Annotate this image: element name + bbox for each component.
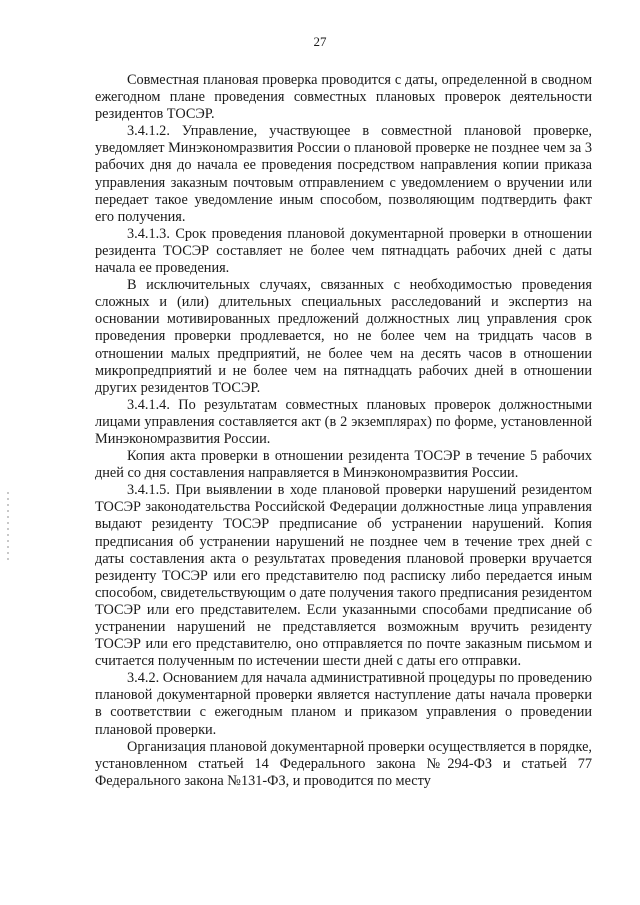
paragraph-3-4-2: 3.4.2. Основанием для начала административной процедуры по проведению плановой документарной проверки является наступление даты начала проверки в соответствии с ежегодным планом и приказом управления о проведении плановой проверки. [95,670,592,738]
paragraph-exceptional-cases: В исключительных случаях, связанных с необходимостью проведения сложных и (или) длительных специальных расследований и экспертиз на основании мотивированных предложений должностных лиц управления срок проведения проверки продлевается, но не более чем на тридцать часов в отношении малых предприятий, не более чем на десять часов в отношении микропредприятий и не более чем на пятнадцать рабочих дней в отношении других резидентов ТОСЭР. [95,277,592,396]
paragraph-3-4-1-3: 3.4.1.3. Срок проведения плановой документарной проверки в отношении резидента ТОСЭР составляет не более чем пятнадцать рабочих дней с даты начала ее проведения. [95,225,592,277]
paragraph-3-4-1-5: 3.4.1.5. При выявлении в ходе плановой проверки нарушений резидентом ТОСЭР законодательства Российской Федерации должностные лица управления выдают резиденту ТОСЭР предписание об устранении нарушений. Копия предписания об устранении нарушений не позднее чем в течение трех дней с даты составления акта о результатах проведения плановой проверки вручается резиденту ТОСЭР или его представителю под расписку либо передается иным способом, свидетельствующим о дате получения такого предписания резидентом ТОСЭР или его представителем. Если указанными способами предписание об устранении нарушений не представляется возможным вручить резиденту ТОСЭР или его представителю, оно отправляется по почте заказным письмом и считается полученным по истечении шести дней с даты его отправки. [95,482,592,670]
paragraph-joint-inspection-start: Совместная плановая проверка проводится с даты, определенной в сводном ежегодном плане проведения совместных плановых проверок деятельности резидентов ТОСЭР. [95,72,592,123]
document-body [95,72,592,790]
paragraph-act-copy: Копия акта проверки в отношении резидента ТОСЭР в течение 5 рабочих дней со дня составления направляется в Минэкономразвития России. [95,448,592,482]
paragraph-organization: Организация плановой документарной проверки осуществляется в порядке, установленном статьей 14 Федерального закона №294-ФЗ и статьей 77 Федерального закона №131-ФЗ, и проводится по месту [95,738,592,789]
paragraph-3-4-1-4: 3.4.1.4. По результатам совместных плановых проверок должностными лицами управления составляется акт (в 2 экземплярах) по форме, установленной Минэкономразвития России. [95,396,592,447]
paragraph-3-4-1-2: 3.4.1.2. Управление, участвующее в совместной плановой проверке, уведомляет Минэкономразвития России о плановой проверке не позднее чем за 3 рабочих дня до начала ее проведения посредством направления копии приказа управления заказным почтовым отправлением с уведомлением о вручении или передает такое уведомление иным способом, позволяющим подтвердить факт его получения. [95,123,592,225]
page-number: 27 [313,34,327,49]
margin-mark [7,492,9,562]
